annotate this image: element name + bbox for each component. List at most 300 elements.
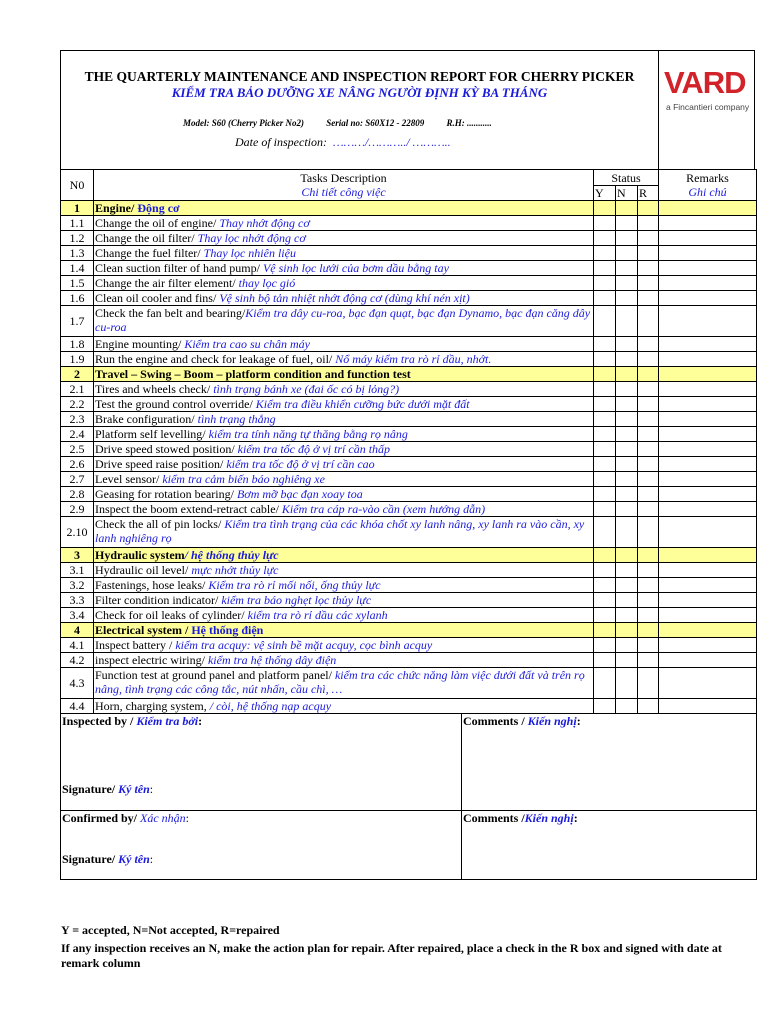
task-vi: Kiểm tra cao su chân máy [184, 337, 310, 351]
inspected-by-cell[interactable]: Inspected by / Kiểm tra bởi: Signature/ Ký tên: [61, 714, 462, 810]
task-en: Electrical system / [95, 623, 192, 637]
remarks-header-en: Remarks [686, 171, 729, 185]
task-vi: kiểm tra tốc độ ở vị trí cần cao [226, 457, 375, 471]
task-row [61, 608, 757, 623]
task-en: Clean oil cooler and fins/ [95, 291, 220, 305]
task-vi: Vệ sinh lọc lưới của bơm dầu bằng tay [262, 261, 449, 275]
task-vi: kiểm tra tốc độ ở vị trí cần thấp [237, 442, 391, 456]
status-r-cell[interactable] [638, 201, 659, 216]
task-vi: / hệ thống thủy lực [184, 548, 279, 562]
task-en: Horn, charging system, [95, 699, 210, 713]
task-row [61, 231, 757, 246]
status-y-cell[interactable] [594, 306, 616, 337]
status-y-cell[interactable] [594, 337, 616, 352]
tasks-table [60, 169, 757, 714]
task-description [94, 457, 594, 472]
task-row [61, 457, 757, 472]
task-en: Function test at ground panel and platform panel/ [95, 668, 335, 682]
status-n-cell[interactable] [616, 261, 638, 276]
status-r-header: R [638, 186, 659, 201]
comments-label: Comments / [463, 714, 528, 728]
task-en: Platform self levelling/ [95, 427, 209, 441]
section-row [61, 367, 757, 382]
task-row [61, 442, 757, 457]
task-row [61, 427, 757, 442]
status-r-cell[interactable] [638, 502, 659, 517]
task-vi: Thay nhớt động cơ [219, 216, 310, 230]
task-vi: Nổ máy kiểm tra rò rỉ dầu, nhớt. [335, 352, 492, 366]
task-en: Filter condition indicator/ [95, 593, 222, 607]
remarks-cell[interactable] [659, 231, 757, 246]
task-en: Inspect the boom extend-retract cable/ [95, 502, 282, 516]
task-en: Fastenings, hose leaks/ [95, 578, 209, 592]
row-number: 1.2 [61, 231, 94, 246]
status-r-cell[interactable] [638, 668, 659, 699]
status-legend: Y = accepted, N=Not accepted, R=repaired [61, 923, 280, 937]
status-n-cell[interactable] [616, 653, 638, 668]
row-number: 3.4 [61, 608, 94, 623]
status-n-cell[interactable] [616, 367, 638, 382]
status-r-cell[interactable] [638, 412, 659, 427]
col-header-tasks [94, 170, 594, 201]
status-y-header: Y [594, 186, 616, 201]
task-en: Check the all of pin locks/ [95, 517, 225, 531]
status-n-cell[interactable] [616, 578, 638, 593]
tasks-header-vi: Chi tiết công việc [301, 185, 386, 199]
task-vi: Thay lọc nhớt động cơ [197, 231, 306, 245]
status-y-cell[interactable] [594, 593, 616, 608]
task-vi: Vệ sinh bộ tản nhiệt nhớt động cơ (dùng khí nén xịt) [219, 291, 470, 305]
status-n-cell[interactable] [616, 517, 638, 548]
comments-label-2: Comments / [463, 810, 525, 825]
signature-label-2: Signature/ [62, 851, 119, 866]
remarks-cell[interactable] [659, 306, 757, 337]
task-row [61, 699, 757, 714]
task-en: Drive speed raise position/ [95, 457, 227, 471]
task-description [94, 397, 594, 412]
task-description [94, 668, 594, 699]
remarks-cell[interactable] [659, 638, 757, 653]
model-line [183, 118, 512, 128]
task-vi: kiểm tra acquy: vệ sinh bề mặt acquy, cọc bình acquy [175, 638, 433, 652]
task-vi: kiểm tra cảm biến báo nghiêng xe [162, 472, 325, 486]
status-y-cell[interactable] [594, 457, 616, 472]
remarks-cell[interactable] [659, 578, 757, 593]
signature-label-2-vi: Ký tên [118, 851, 150, 866]
task-en: Hydraulic oil level/ [95, 563, 192, 577]
task-en: Check for oil leaks of cylinder/ [95, 608, 248, 622]
task-description [94, 502, 594, 517]
task-vi: tình trạng bánh xe (đai ốc có bị lỏng?) [213, 382, 400, 396]
task-description [94, 578, 594, 593]
status-r-cell[interactable] [638, 261, 659, 276]
row-number: 1.8 [61, 337, 94, 352]
status-n-cell[interactable] [616, 593, 638, 608]
task-row [61, 638, 757, 653]
task-row [61, 216, 757, 231]
task-en: Geasing for rotation bearing/ [95, 487, 237, 501]
status-y-cell[interactable] [594, 246, 616, 261]
task-vi: Kiểm tra điều khiển cưỡng bức dưới mặt đất [255, 397, 470, 411]
task-en: Hydraulic system [95, 548, 185, 562]
status-y-cell[interactable] [594, 653, 616, 668]
task-description [94, 261, 594, 276]
task-en: Run the engine and check for leakage of fuel, oil/ [95, 352, 336, 366]
inspection-date [235, 135, 451, 150]
task-vi: Kiểm tra tình trạng của các khóa chốt xy lanh nâng, xy lanh ra vào cần, xy lanh nghiêng rọ [95, 517, 585, 545]
remarks-cell[interactable] [659, 276, 757, 291]
confirmed-by-cell[interactable]: Confirmed by/ Xác nhận: Signature/ Ký tên: [61, 810, 462, 879]
col-header-status: Status [594, 170, 659, 186]
status-r-cell[interactable] [638, 216, 659, 231]
status-n-cell[interactable] [616, 638, 638, 653]
task-row [61, 306, 757, 337]
section-row [61, 201, 757, 216]
remarks-cell[interactable] [659, 457, 757, 472]
task-vi: kiểm tra báo nghẹt lọc thủy lực [221, 593, 372, 607]
status-r-cell[interactable] [638, 382, 659, 397]
section-row [61, 623, 757, 638]
row-number: 3.2 [61, 578, 94, 593]
status-n-cell[interactable] [616, 276, 638, 291]
row-number: 2.10 [61, 517, 94, 548]
task-vi: Hệ thống điện [191, 623, 264, 637]
logo-subtext: a Fincantieri company [666, 102, 750, 112]
status-r-cell[interactable] [638, 231, 659, 246]
status-n-cell[interactable] [616, 457, 638, 472]
status-n-cell[interactable] [616, 201, 638, 216]
task-en: Engine mounting/ [95, 337, 185, 351]
row-number: 1.6 [61, 291, 94, 306]
remarks-cell[interactable] [659, 427, 757, 442]
task-en: Inspect battery / [95, 638, 176, 652]
remarks-header-vi: Ghi chú [688, 185, 727, 199]
task-description [94, 367, 594, 382]
row-number: 1 [61, 201, 94, 216]
status-y-cell[interactable] [594, 201, 616, 216]
status-y-cell[interactable] [594, 563, 616, 578]
confirmed-by-label-vi: Xác nhận [140, 810, 186, 825]
row-number: 2.6 [61, 457, 94, 472]
remarks-cell[interactable] [659, 397, 757, 412]
status-y-cell[interactable] [594, 487, 616, 502]
rh-label: R.H: ........... [446, 118, 492, 128]
task-description [94, 593, 594, 608]
status-y-cell[interactable] [594, 276, 616, 291]
task-vi: kiểm tra rò rỉ dầu các xylanh [247, 608, 388, 622]
serial-label: Serial no: S60X12 - 22809 [326, 118, 425, 128]
task-vi: kiểm tra hệ thống dây điện [207, 653, 337, 667]
task-description [94, 563, 594, 578]
task-description [94, 306, 594, 337]
status-y-cell[interactable] [594, 291, 616, 306]
col-header-no: N0 [61, 170, 94, 201]
task-en: Travel – Swing – Boom – platform condition and function test [95, 367, 411, 381]
row-number: 2 [61, 367, 94, 382]
task-row [61, 563, 757, 578]
remarks-cell[interactable] [659, 472, 757, 487]
row-number: 2.7 [61, 472, 94, 487]
status-y-cell[interactable] [594, 397, 616, 412]
remarks-cell[interactable] [659, 216, 757, 231]
task-en: Check the fan belt and bearing/ [95, 306, 246, 320]
remarks-cell[interactable] [659, 442, 757, 457]
status-r-cell[interactable] [638, 578, 659, 593]
task-en: Engine/ [95, 201, 138, 215]
status-y-cell[interactable] [594, 231, 616, 246]
task-vi: / còi, hệ thống nạp acquy [209, 699, 332, 713]
remarks-cell[interactable] [659, 608, 757, 623]
status-n-cell[interactable] [616, 246, 638, 261]
task-en: Test the ground control override/ [95, 397, 256, 411]
task-vi: kiểm tra các chức năng làm việc dưới đất và trên rọ nâng, tình trạng các công tắc, nút nhấn, cầu chì, … [95, 668, 585, 696]
row-number: 2.8 [61, 487, 94, 502]
task-row [61, 668, 757, 699]
status-n-cell[interactable] [616, 563, 638, 578]
row-number: 2.4 [61, 427, 94, 442]
signature-label: Signature/ [62, 782, 119, 796]
status-r-cell[interactable] [638, 548, 659, 563]
task-vi: mực nhớt thủy lực [191, 563, 279, 577]
remarks-cell[interactable] [659, 291, 757, 306]
inspected-by-label: Inspected by / [62, 714, 137, 728]
status-y-cell[interactable] [594, 623, 616, 638]
task-description [94, 427, 594, 442]
task-description [94, 352, 594, 367]
status-y-cell[interactable] [594, 216, 616, 231]
task-vi: Kiểm tra rò rỉ mối nối, ống thủy lực [208, 578, 381, 592]
task-en: Drive speed stowed position/ [95, 442, 238, 456]
status-r-cell[interactable] [638, 457, 659, 472]
status-n-cell[interactable] [616, 412, 638, 427]
row-number: 2.5 [61, 442, 94, 457]
task-vi: Thay lọc nhiên liệu [203, 246, 296, 260]
task-en: inspect electric wiring/ [95, 653, 208, 667]
status-n-cell[interactable] [616, 699, 638, 714]
row-number: 2.9 [61, 502, 94, 517]
task-en: Tires and wheels check/ [95, 382, 214, 396]
status-n-cell[interactable] [616, 337, 638, 352]
task-en: Change the fuel filter/ [95, 246, 204, 260]
task-row [61, 352, 757, 367]
status-r-cell[interactable] [638, 593, 659, 608]
task-description [94, 337, 594, 352]
remarks-cell[interactable] [659, 367, 757, 382]
status-n-header: N [616, 186, 638, 201]
task-row [61, 291, 757, 306]
task-row [61, 382, 757, 397]
task-vi: Động cơ [137, 201, 180, 215]
tasks-header-en: Tasks Description [300, 171, 387, 185]
task-description [94, 276, 594, 291]
remarks-cell[interactable] [659, 261, 757, 276]
status-r-cell[interactable] [638, 442, 659, 457]
task-row [61, 337, 757, 352]
status-r-cell[interactable] [638, 276, 659, 291]
remarks-cell[interactable] [659, 382, 757, 397]
status-y-cell[interactable] [594, 352, 616, 367]
status-r-cell[interactable] [638, 472, 659, 487]
status-r-cell[interactable] [638, 246, 659, 261]
remarks-cell[interactable] [659, 352, 757, 367]
status-r-cell[interactable] [638, 352, 659, 367]
section-row [61, 548, 757, 563]
model-label: Model: S60 (Cherry Picker No2) [183, 118, 304, 128]
status-r-cell[interactable] [638, 397, 659, 412]
remarks-cell[interactable] [659, 517, 757, 548]
report-header [60, 50, 755, 169]
task-description [94, 442, 594, 457]
task-vi: Kiểm tra dây cu-roa, bạc đạn quạt, bạc đạn Dynamo, bạc đạn căng dây cu-roa [95, 306, 591, 334]
status-n-cell[interactable] [616, 442, 638, 457]
status-n-cell[interactable] [616, 668, 638, 699]
remarks-cell[interactable] [659, 593, 757, 608]
status-n-cell[interactable] [616, 291, 638, 306]
row-number: 1.1 [61, 216, 94, 231]
comments-cell-2[interactable]: Comments /Kiến nghị: [462, 810, 757, 879]
task-vi: tình trạng thắng [197, 412, 276, 426]
task-en: Level sensor/ [95, 472, 163, 486]
report-sheet [60, 50, 755, 880]
remarks-cell[interactable] [659, 201, 757, 216]
task-en: Brake configuration/ [95, 412, 198, 426]
status-r-cell[interactable] [638, 367, 659, 382]
status-n-cell[interactable] [616, 487, 638, 502]
task-description [94, 548, 594, 563]
task-description [94, 231, 594, 246]
task-description [94, 412, 594, 427]
remarks-cell[interactable] [659, 412, 757, 427]
task-en: Change the air filter element/ [95, 276, 239, 290]
inspected-by-label-vi: Kiểm tra bởi [136, 714, 199, 728]
task-description [94, 246, 594, 261]
status-r-cell[interactable] [638, 487, 659, 502]
status-r-cell[interactable] [638, 427, 659, 442]
status-y-cell[interactable] [594, 367, 616, 382]
remarks-cell[interactable] [659, 246, 757, 261]
task-en: Clean suction filter of hand pump/ [95, 261, 263, 275]
task-description [94, 487, 594, 502]
status-n-cell[interactable] [616, 427, 638, 442]
task-en: Change the oil of engine/ [95, 216, 220, 230]
status-r-cell[interactable] [638, 699, 659, 714]
task-vi: Bơm mỡ bạc đạn xoay toa [236, 487, 363, 501]
status-n-cell[interactable] [616, 608, 638, 623]
task-row [61, 578, 757, 593]
comments-cell-1[interactable]: Comments / Kiến nghị: [462, 714, 757, 810]
status-r-cell[interactable] [638, 653, 659, 668]
status-r-cell[interactable] [638, 291, 659, 306]
status-y-cell[interactable] [594, 517, 616, 548]
signoff-table [60, 714, 757, 880]
status-y-cell[interactable] [594, 472, 616, 487]
status-n-cell[interactable] [616, 397, 638, 412]
row-number: 2.2 [61, 397, 94, 412]
status-y-cell[interactable] [594, 608, 616, 623]
status-n-cell[interactable] [616, 548, 638, 563]
col-header-remarks [659, 170, 757, 201]
row-number: 1.4 [61, 261, 94, 276]
status-n-cell[interactable] [616, 231, 638, 246]
task-row [61, 412, 757, 427]
status-n-cell[interactable] [616, 472, 638, 487]
task-vi: thay lọc gió [238, 276, 296, 290]
task-description [94, 291, 594, 306]
status-r-cell[interactable] [638, 306, 659, 337]
status-y-cell[interactable] [594, 638, 616, 653]
status-y-cell[interactable] [594, 699, 616, 714]
remarks-cell[interactable] [659, 699, 757, 714]
status-n-cell[interactable] [616, 306, 638, 337]
row-number: 1.5 [61, 276, 94, 291]
row-number: 4 [61, 623, 94, 638]
status-r-cell[interactable] [638, 517, 659, 548]
repair-note: If any inspection receives an N, make the action plan for repair. After repaired, place a check in the R box and signed with date at remark column [61, 941, 722, 970]
task-en: Change the oil filter/ [95, 231, 198, 245]
status-r-cell[interactable] [638, 623, 659, 638]
task-description [94, 382, 594, 397]
remarks-cell[interactable] [659, 623, 757, 638]
status-y-cell[interactable] [594, 261, 616, 276]
report-subtitle: KIỂM TRA BẢO DƯỠNG XE NÂNG NGƯỜI ĐỊNH KỲ BA THÁNG [171, 85, 548, 100]
status-y-cell[interactable] [594, 427, 616, 442]
status-y-cell[interactable] [594, 382, 616, 397]
comments-label-vi: Kiến nghị [527, 714, 577, 728]
task-description [94, 472, 594, 487]
comments-label-2-vi: Kiến nghị [524, 810, 574, 825]
row-number: 3.3 [61, 593, 94, 608]
row-number: 1.7 [61, 306, 94, 337]
footer-notes [61, 923, 751, 974]
status-y-cell[interactable] [594, 502, 616, 517]
task-description [94, 653, 594, 668]
task-row [61, 653, 757, 668]
status-y-cell[interactable] [594, 578, 616, 593]
remarks-cell[interactable] [659, 563, 757, 578]
status-y-cell[interactable] [594, 668, 616, 699]
row-number: 1.3 [61, 246, 94, 261]
task-description [94, 216, 594, 231]
status-r-cell[interactable] [638, 608, 659, 623]
remarks-cell[interactable] [659, 337, 757, 352]
remarks-cell[interactable] [659, 668, 757, 699]
task-vi: Kiểm tra cáp ra-vào cần (xem hướng dẫn) [281, 502, 486, 516]
row-number: 2.3 [61, 412, 94, 427]
task-description [94, 623, 594, 638]
status-n-cell[interactable] [616, 216, 638, 231]
status-r-cell[interactable] [638, 638, 659, 653]
status-y-cell[interactable] [594, 412, 616, 427]
status-y-cell[interactable] [594, 442, 616, 457]
status-r-cell[interactable] [638, 337, 659, 352]
status-n-cell[interactable] [616, 623, 638, 638]
row-number: 3.1 [61, 563, 94, 578]
task-row [61, 593, 757, 608]
remarks-cell[interactable] [659, 653, 757, 668]
remarks-cell[interactable] [659, 548, 757, 563]
remarks-cell[interactable] [659, 487, 757, 502]
status-r-cell[interactable] [638, 563, 659, 578]
row-number: 2.1 [61, 382, 94, 397]
status-n-cell[interactable] [616, 352, 638, 367]
status-n-cell[interactable] [616, 382, 638, 397]
status-n-cell[interactable] [616, 502, 638, 517]
report-title: THE QUARTERLY MAINTENANCE AND INSPECTION REPORT FOR CHERRY PICKER [84, 69, 635, 84]
status-y-cell[interactable] [594, 548, 616, 563]
task-description [94, 201, 594, 216]
remarks-cell[interactable] [659, 502, 757, 517]
task-description [94, 699, 594, 714]
